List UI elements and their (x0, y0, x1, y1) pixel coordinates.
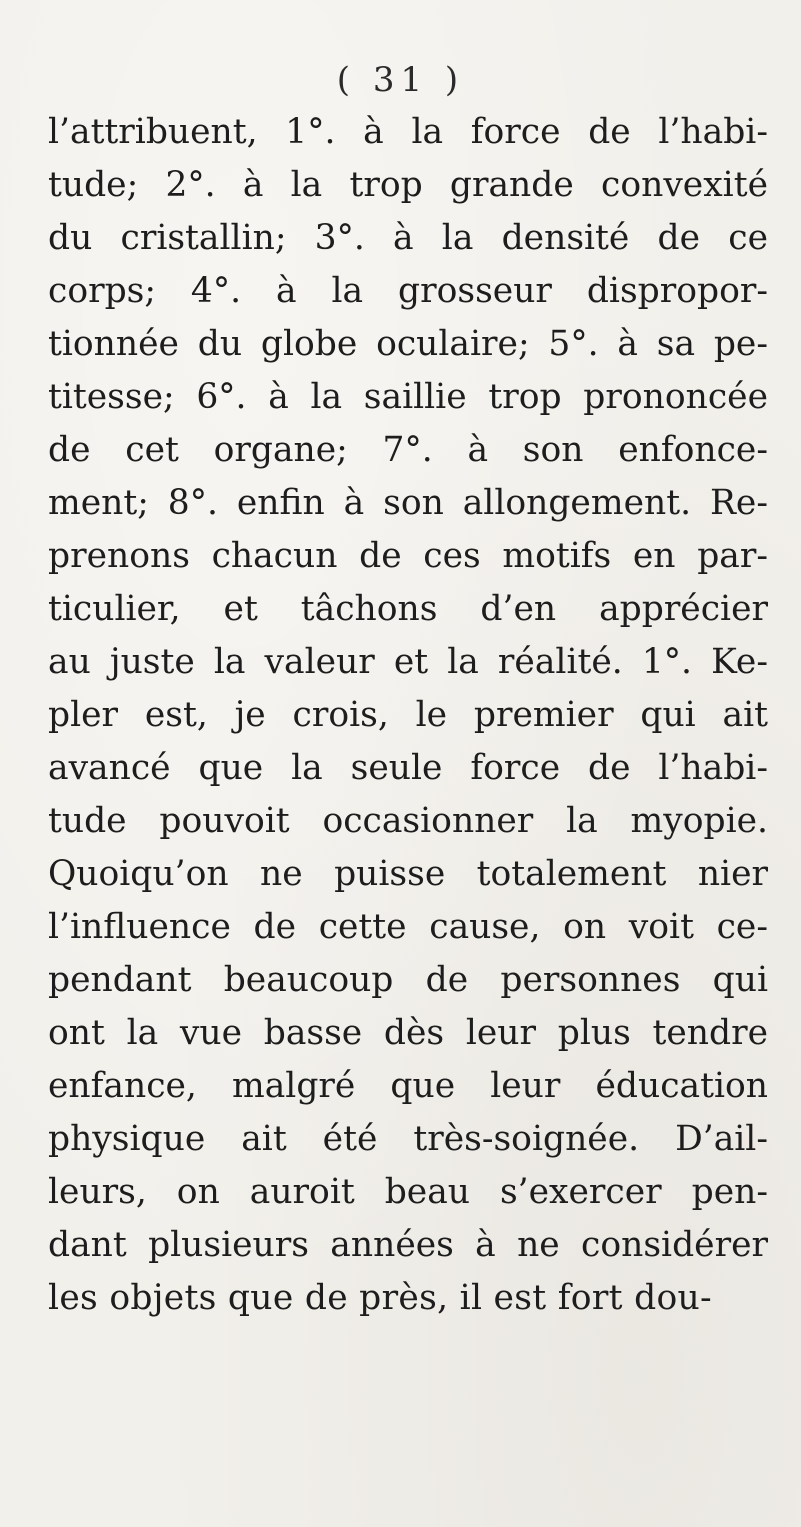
text-line: de cet organe; 7°. à son enfonce- (48, 430, 768, 470)
text-line: enfance, malgré que leur éducation (48, 1066, 768, 1106)
text-line: avancé que la seule force de l’habi- (48, 748, 768, 788)
text-line: ticulier, et tâchons d’en apprécier (48, 589, 768, 629)
text-line: tude; 2°. à la trop grande convexité (48, 165, 768, 205)
text-line: du cristallin; 3°. à la densité de ce (48, 218, 768, 258)
text-line: ont la vue basse dès leur plus tendre (48, 1013, 768, 1053)
text-line: corps; 4°. à la grosseur dispropor- (48, 271, 768, 311)
text-line: titesse; 6°. à la saillie trop prononcée (48, 377, 768, 417)
body-text (48, 106, 768, 1325)
text-line: au juste la valeur et la réalité. 1°. Ke- (48, 642, 768, 682)
text-line: dant plusieurs années à ne considérer (48, 1225, 768, 1265)
text-line: prenons chacun de ces motifs en par- (48, 536, 768, 576)
page-number: ( 31 ) (336, 60, 465, 100)
text-line: Quoiqu’on ne puisse totalement nier (48, 854, 768, 894)
text-line: leurs, on auroit beau s’exercer pen- (48, 1172, 768, 1212)
text-line: physique ait été très-soignée. D’ail- (48, 1119, 768, 1159)
text-line: l’attribuent, 1°. à la force de l’habi- (48, 112, 768, 152)
text-line: tude pouvoit occasionner la myopie. (48, 801, 768, 841)
text-line: l’influence de cette cause, on voit ce- (48, 907, 768, 947)
text-line: ment; 8°. enfin à son allongement. Re- (48, 483, 768, 523)
text-line: les objets que de près, il est fort dou- (48, 1278, 712, 1318)
text-line: tionnée du globe oculaire; 5°. à sa pe- (48, 324, 768, 364)
text-line: pendant beaucoup de personnes qui (48, 960, 768, 1000)
text-line: pler est, je crois, le premier qui ait (48, 695, 768, 735)
